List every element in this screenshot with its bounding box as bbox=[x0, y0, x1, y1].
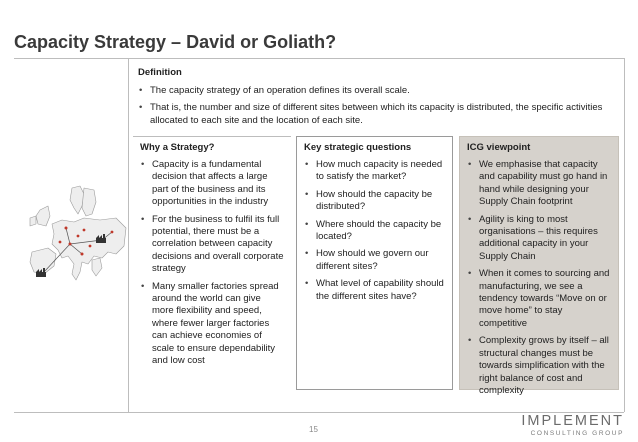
definition-bullet: • That is, the number and size of different sites between which its capacity is distributed, the specific activities allocated to each site and the location of each site. bbox=[138, 102, 616, 127]
why-strategy-bullet: • For the business to fulfil its full potential, there must be a correlation between capacity decisions and overall corporate strategy bbox=[140, 214, 284, 276]
page-number: 15 bbox=[309, 425, 318, 434]
key-question-bullet: • How should the capacity be distributed? bbox=[304, 189, 445, 214]
definition-bullet: • The capacity strategy of an operation defines its overall scale. bbox=[138, 85, 616, 97]
frame-right-border bbox=[624, 58, 625, 412]
key-questions-panel bbox=[296, 136, 453, 390]
key-question-bullet: • Where should the capacity be located? bbox=[304, 219, 445, 244]
definition-list bbox=[138, 85, 616, 127]
icg-viewpoint-bullet: • Agility is king to most organisations – this requires additional capacity in your Supply Chain bbox=[467, 214, 611, 264]
why-strategy-bullet: • Capacity is a fundamental decision that affects a large part of the business and its opportunities in the industry bbox=[140, 159, 284, 209]
europe-map bbox=[22, 184, 128, 296]
top-divider bbox=[14, 58, 624, 59]
key-question-bullet: • How should we govern our different sites? bbox=[304, 248, 445, 273]
icg-viewpoint-list bbox=[467, 159, 611, 397]
logo-wordmark: IMPLEMENT bbox=[521, 413, 624, 429]
definition-title: Definition bbox=[138, 67, 182, 78]
key-questions-title: Key strategic questions bbox=[304, 142, 412, 153]
frame-left-border bbox=[128, 58, 129, 412]
key-question-bullet: • How much capacity is needed to satisfy the market? bbox=[304, 159, 445, 184]
icg-viewpoint-title: ICG viewpoint bbox=[467, 142, 531, 153]
why-strategy-list bbox=[140, 159, 284, 368]
why-strategy-bullet: • Many smaller factories spread around the world can give more flexibility and speed, where fewer larger factories can achieve economies of scale to ensure dependability and low cost bbox=[140, 281, 284, 368]
key-questions-list bbox=[304, 159, 445, 303]
why-strategy-title: Why a Strategy? bbox=[140, 142, 215, 153]
logo-subtitle: CONSULTING GROUP bbox=[530, 430, 624, 437]
slide-title: Capacity Strategy – David or Goliath? bbox=[14, 32, 337, 52]
company-logo bbox=[521, 414, 624, 438]
icg-viewpoint-panel bbox=[459, 136, 619, 396]
why-strategy-panel bbox=[133, 136, 291, 390]
icg-viewpoint-bullet: • Complexity grows by itself – all structural changes must be towards simplification with the right balance of cost and complexity bbox=[467, 335, 611, 397]
icg-viewpoint-bullet: • We emphasise that capacity and capability must go hand in hand while designing your Supply Chain footprint bbox=[467, 159, 611, 209]
definition-section bbox=[138, 67, 616, 132]
key-question-bullet: • What level of capability should the different sites have? bbox=[304, 278, 445, 303]
icg-viewpoint-bullet: • When it comes to sourcing and manufacturing, we see a tendency towards “Move on or move home” to stay competitive bbox=[467, 268, 611, 330]
